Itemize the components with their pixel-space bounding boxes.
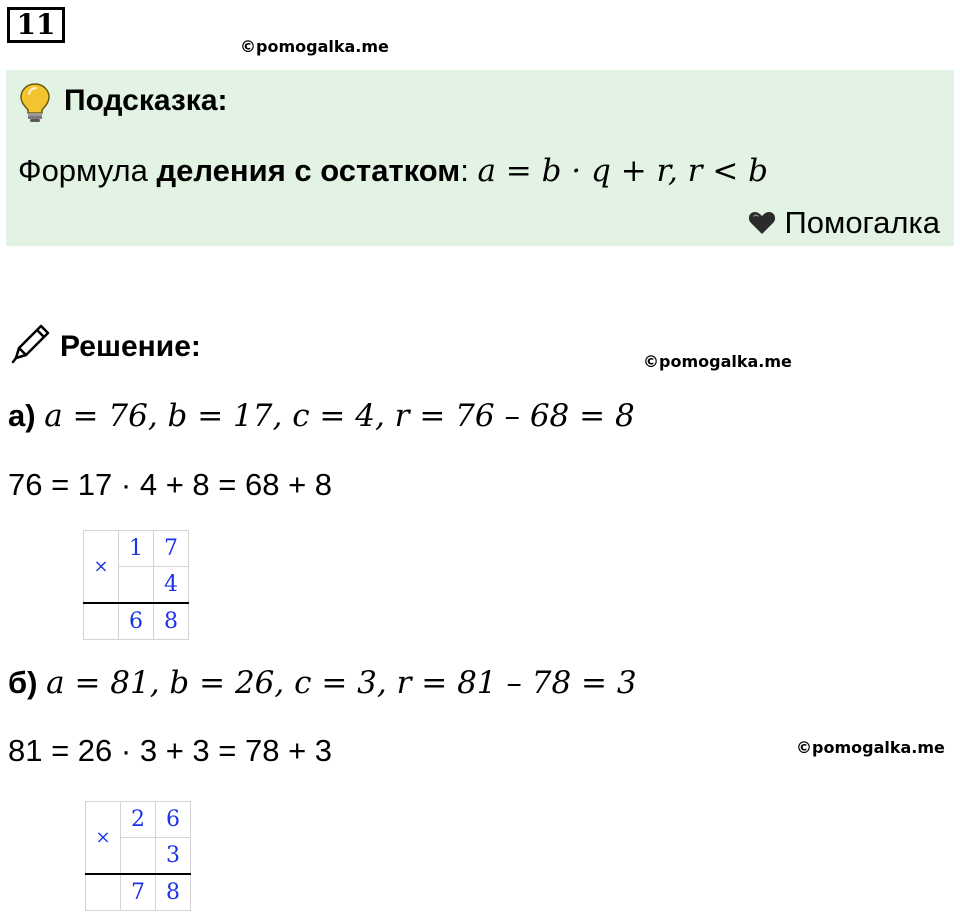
table-cell: 6 [119,603,154,640]
hint-title: Подсказка: [64,84,228,117]
table-cell: 3 [156,838,191,875]
part-b-line1 [8,665,637,701]
table-cell [84,603,119,640]
table-cell: 1 [119,531,154,567]
task-number: 11 [7,7,65,43]
solution-title: Решение: [60,330,201,363]
table-cell: 7 [121,874,156,911]
part-b-label: б) [8,665,38,700]
lightbulb-icon [18,82,52,129]
table-cell: 8 [154,603,189,640]
table-cell: 6 [156,802,191,838]
multiply-sign: × [84,531,119,604]
brand [748,205,940,241]
table-cell [119,567,154,604]
table-cell: 8 [156,874,191,911]
table-cell: 4 [154,567,189,604]
hint-formula-prefix: Формула [18,153,157,188]
hint-formula: a = b · q + r, r < b [477,153,769,189]
part-a-given: a = 76, b = 17, c = 4, r = 76 – 68 = 8 [44,398,635,434]
multiplication-table-a [83,530,189,640]
table-cell: 2 [121,802,156,838]
table-cell [121,838,156,875]
part-a-label: а) [8,398,36,433]
table-cell: 7 [154,531,189,567]
hint-formula-colon: : [460,153,478,188]
part-b-given: a = 81, b = 26, c = 3, r = 81 – 78 = 3 [46,665,637,701]
pencil-icon [8,322,52,371]
part-a-line1 [8,398,635,434]
hint-box [6,70,954,246]
heart-icon [748,210,776,236]
brand-label: Помогалка [784,205,940,240]
multiplication-table-b [85,801,191,911]
hint-formula-line [18,153,768,189]
watermark: ©pomogalka.me [643,352,792,371]
watermark: ©pomogalka.me [240,37,389,56]
part-a-line2: 76 = 17 · 4 + 8 = 68 + 8 [8,467,333,502]
multiply-sign: × [86,802,121,875]
watermark: ©pomogalka.me [796,738,945,757]
part-b-line2: 81 = 26 · 3 + 3 = 78 + 3 [8,733,333,768]
hint-formula-bold: деления с остатком [156,153,461,188]
table-cell [86,874,121,911]
